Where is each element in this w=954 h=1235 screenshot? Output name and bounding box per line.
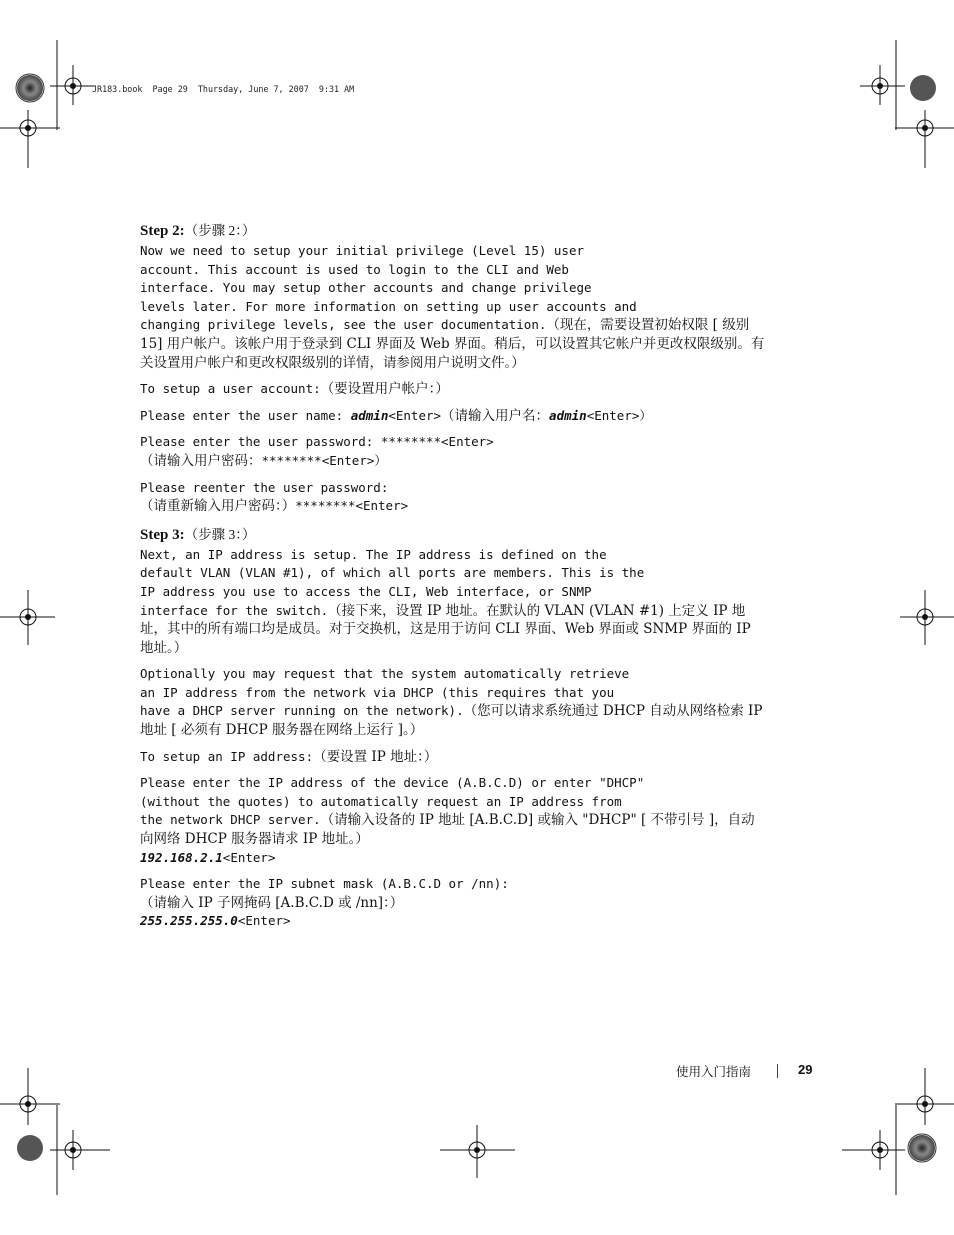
- step-3-heading: [140, 524, 765, 546]
- subnet-mask-value: 255.255.255.0: [140, 913, 238, 929]
- print-header-stamp: JR183.book Page 29 Thursday, June 7, 2007 9:31 AM: [92, 84, 355, 94]
- footer-divider: [777, 1064, 778, 1078]
- enter-key-cn: <Enter>）: [586, 407, 652, 423]
- intro-cn-text: （现在，需要设置初始权限 [ 级别 15] 用户帐户。该帐户用于登录到 CLI 界面及 Web 界面。稍后，可以设置其它帐户并更改权限级别。有关设置用户帐户和更改权限级别的详情，请参阅用户说明文件。）: [140, 317, 765, 371]
- enter-key-text: <Enter>: [222, 849, 276, 865]
- reenter-password-line: [140, 479, 765, 516]
- enter-username-cn: （请输入用户名：: [441, 407, 550, 424]
- enter-mask-paragraph: [140, 875, 765, 931]
- solid-circle-icon: [910, 75, 936, 101]
- step-title-text: Step 3:: [140, 526, 185, 543]
- enter-mask-text: Please enter the IP subnet mask (A.B.C.D or /nn):: [140, 876, 509, 892]
- starburst-icon: [16, 74, 44, 102]
- setup-ip-cn: （要设置 IP 地址：）: [313, 748, 438, 765]
- setup-user-line: [140, 380, 765, 399]
- step-title-cn: （步骤 3：）: [184, 526, 256, 542]
- page-content: [140, 220, 765, 931]
- setup-ip-text: To setup an IP address:: [140, 748, 314, 764]
- setup-ip-line: [140, 748, 765, 767]
- intro-mono-text: Now we need to setup your initial privilege (Level 15) user account. This account is used to login to the CLI and Web interface. You may setup other accounts and change privilege levels later. For more information on setting up user accounts and changing privilege levels, see the user documentation.: [140, 243, 637, 333]
- enter-password-line: [140, 433, 765, 470]
- enter-ip-paragraph: [140, 774, 765, 867]
- footer-section-title: 使用入门指南: [676, 1064, 752, 1079]
- step-2-intro: [140, 242, 765, 372]
- step-title-text: Step 2:: [140, 223, 185, 239]
- optional-cn-text: （您可以请求系统通过 DHCP 自动从网络检索 IP 地址 [ 必须有 DHCP 服务器在网络上运行 ]。）: [140, 703, 767, 739]
- step-3-intro: [140, 546, 765, 658]
- username-value-cn: admin: [549, 407, 587, 423]
- enter-key-text: <Enter>: [388, 407, 442, 423]
- enter-key-text: <Enter>: [237, 913, 291, 929]
- enter-username-line: [140, 407, 765, 426]
- page-number: 29: [798, 1062, 813, 1077]
- reenter-password-cn: （请重新输入用户密码：）: [140, 498, 296, 515]
- setup-user-text: To setup a user account:: [140, 381, 321, 397]
- solid-circle-icon: [17, 1135, 43, 1161]
- step-2-heading: [140, 220, 765, 242]
- intro-cn-text: （接下来，设置 IP 地址。在默认的 VLAN (VLAN #1) 上定义 IP 地址，其中的所有端口均是成员。对于交换机，这是用于访问 CLI 界面、Web 界面或 SNMP 界面的 IP 地址。）: [140, 602, 755, 656]
- step-title-cn: （步骤 2：）: [184, 223, 256, 238]
- enter-ip-text: Please enter the IP address of the device (A.B.C.D) or enter "DHCP" (without the quotes) to automatically request an IP address from the network DHCP server.: [140, 775, 645, 828]
- intro-mono-text: Next, an IP address is setup. The IP address is defined on the default VLAN (VLAN #1), of which all ports are members. This is the IP address you use to access the CLI, Web interface, or SNMP interface for the switch.: [140, 546, 645, 618]
- reenter-password-text: Please reenter the user password:: [140, 479, 389, 495]
- enter-password-text: Please enter the user password: ********<Enter>: [140, 434, 494, 450]
- ip-address-value: 192.168.2.1: [140, 849, 223, 865]
- setup-user-cn: （要设置用户帐户：）: [320, 381, 449, 398]
- enter-password-cn: （请输入用户密码：: [140, 452, 262, 469]
- enter-mask-cn: （请输入 IP 子网掩码 [A.B.C.D 或 /nn]：）: [140, 894, 404, 911]
- enter-username-text: Please enter the user name:: [140, 407, 351, 423]
- enter-ip-cn: （请输入设备的 IP 地址 [A.B.C.D] 或输入 "DHCP" [ 不带引号 ]，自动向网络 DHCP 服务器请求 IP 地址。）: [140, 812, 755, 848]
- page-footer: [676, 1062, 816, 1082]
- optional-dhcp-paragraph: [140, 665, 765, 739]
- starburst-icon: [908, 1134, 936, 1162]
- password-value-cn: ********<Enter>）: [261, 452, 387, 468]
- username-value: admin: [350, 407, 389, 423]
- optional-mono-text: Optionally you may request that the system automatically retrieve an IP address from the network via DHCP (this requires that you have a DHCP server running on the network).: [140, 666, 630, 719]
- reenter-password-value: ********<Enter>: [295, 498, 409, 514]
